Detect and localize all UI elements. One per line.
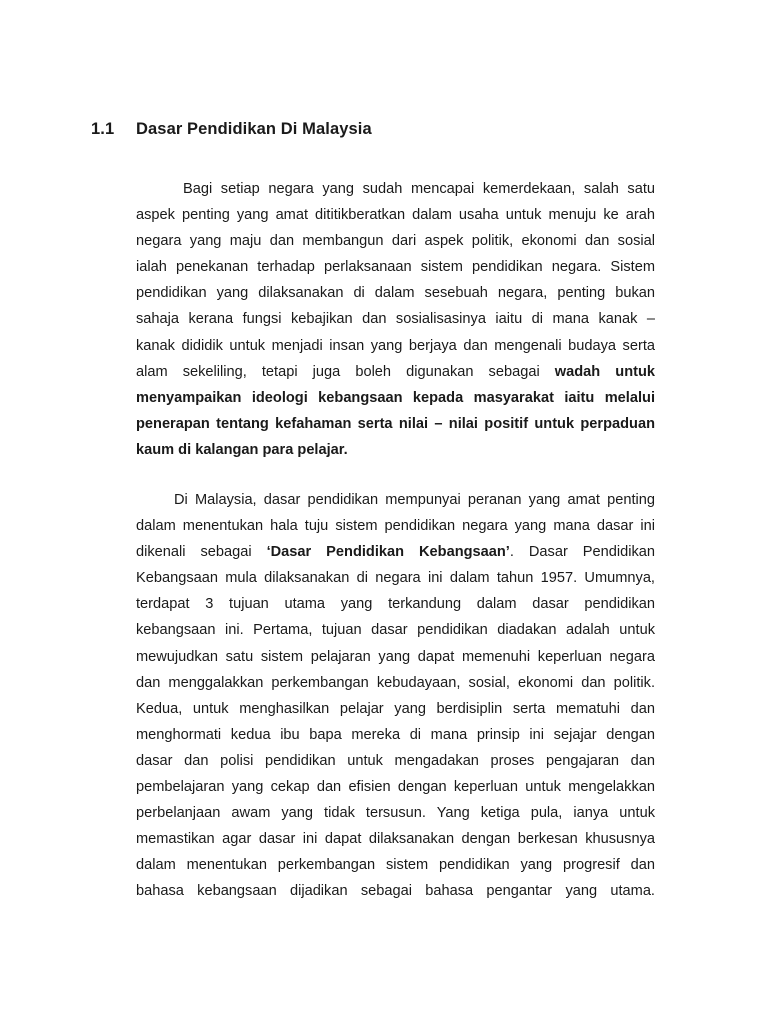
section-number: 1.1 bbox=[91, 120, 115, 138]
paragraph-line: negara yang maju dan membangun dari aspek politik, ekonomi dan sosial bbox=[136, 233, 655, 250]
emphasis-line: penerapan tentang kefahaman serta nilai – nilai positif untuk perpaduan bbox=[136, 415, 655, 432]
paragraph-line: Kedua, untuk menghasilkan pelajar yang berdisiplin serta mematuhi dan bbox=[136, 700, 655, 717]
paragraph-line: memastikan agar dasar ini dapat dilaksanakan dengan berkesan khususnya bbox=[136, 831, 655, 848]
paragraph-line: kanak dididik untuk menjadi insan yang berjaya dan mengenali budaya serta bbox=[136, 337, 655, 354]
paragraph-line: terdapat 3 tujuan utama yang terkandung dalam dasar pendidikan bbox=[136, 596, 655, 613]
paragraph-line bbox=[136, 539, 655, 565]
paragraph-line: dan menggalakkan perkembangan kebudayaan, sosial, ekonomi dan politik. bbox=[136, 674, 655, 691]
paragraph-line: Bagi setiap negara yang sudah mencapai kemerdekaan, salah satu bbox=[183, 181, 655, 197]
paragraph-1 bbox=[136, 176, 655, 463]
paragraph-2 bbox=[136, 487, 655, 905]
section-heading bbox=[91, 120, 372, 139]
paragraph-line: kebangsaan ini. Pertama, tujuan dasar pendidikan diadakan adalah untuk bbox=[136, 622, 655, 639]
paragraph-line bbox=[136, 359, 655, 385]
line-text: dikenali sebagai bbox=[136, 544, 252, 561]
paragraph-line: menghormati kedua ibu bapa mereka di mana prinsip ini sejajar dengan bbox=[136, 726, 655, 743]
paragraph-line: mewujudkan satu sistem pelajaran yang dapat memenuhi keperluan negara bbox=[136, 648, 655, 665]
paragraph-line: aspek penting yang amat dititikberatkan dalam usaha untuk menuju ke arah bbox=[136, 207, 655, 224]
paragraph-line: dalam menentukan hala tuju sistem pendidikan negara yang mana dasar ini bbox=[136, 518, 655, 535]
paragraph-line: sahaja kerana fungsi kebajikan dan sosialisasinya iaitu di mana kanak – bbox=[136, 311, 655, 328]
paragraph-line: ialah penekanan terhadap perlaksanaan sistem pendidikan negara. Sistem bbox=[136, 259, 655, 276]
line-text: . Dasar Pendidikan bbox=[509, 544, 655, 561]
paragraph-line: Di Malaysia, dasar pendidikan mempunyai peranan yang amat penting bbox=[174, 492, 655, 508]
paragraph-line: pendidikan yang dilaksanakan di dalam sesebuah negara, penting bukan bbox=[136, 285, 655, 302]
paragraph-line: dalam menentukan perkembangan sistem pendidikan yang progresif dan bbox=[136, 857, 655, 874]
paragraph-line: dasar dan polisi pendidikan untuk mengadakan proses pengajaran dan bbox=[136, 752, 655, 769]
paragraph-line: bahasa kebangsaan dijadikan sebagai bahasa pengantar yang utama. bbox=[136, 883, 655, 900]
paragraph-line: perbelanjaan awam yang tidak tersusun. Yang ketiga pula, ianya untuk bbox=[136, 805, 655, 822]
paragraph-line: pembelajaran yang cekap dan efisien dengan keperluan untuk mengelakkan bbox=[136, 779, 655, 796]
emphasis-line: kaum di kalangan para pelajar. bbox=[136, 441, 348, 458]
line-text: alam sekeliling, tetapi juga boleh digunakan sebagai bbox=[136, 363, 540, 380]
section-title: Dasar Pendidikan Di Malaysia bbox=[136, 120, 372, 138]
emphasis-text: wadah untuk bbox=[554, 363, 655, 380]
emphasis-line: menyampaikan ideologi kebangsaan kepada masyarakat iaitu melalui bbox=[136, 389, 655, 406]
paragraph-line: Kebangsaan mula dilaksanakan di negara ini dalam tahun 1957. Umumnya, bbox=[136, 570, 655, 587]
policy-name: ‘Dasar Pendidikan Kebangsaan’ bbox=[266, 544, 510, 561]
